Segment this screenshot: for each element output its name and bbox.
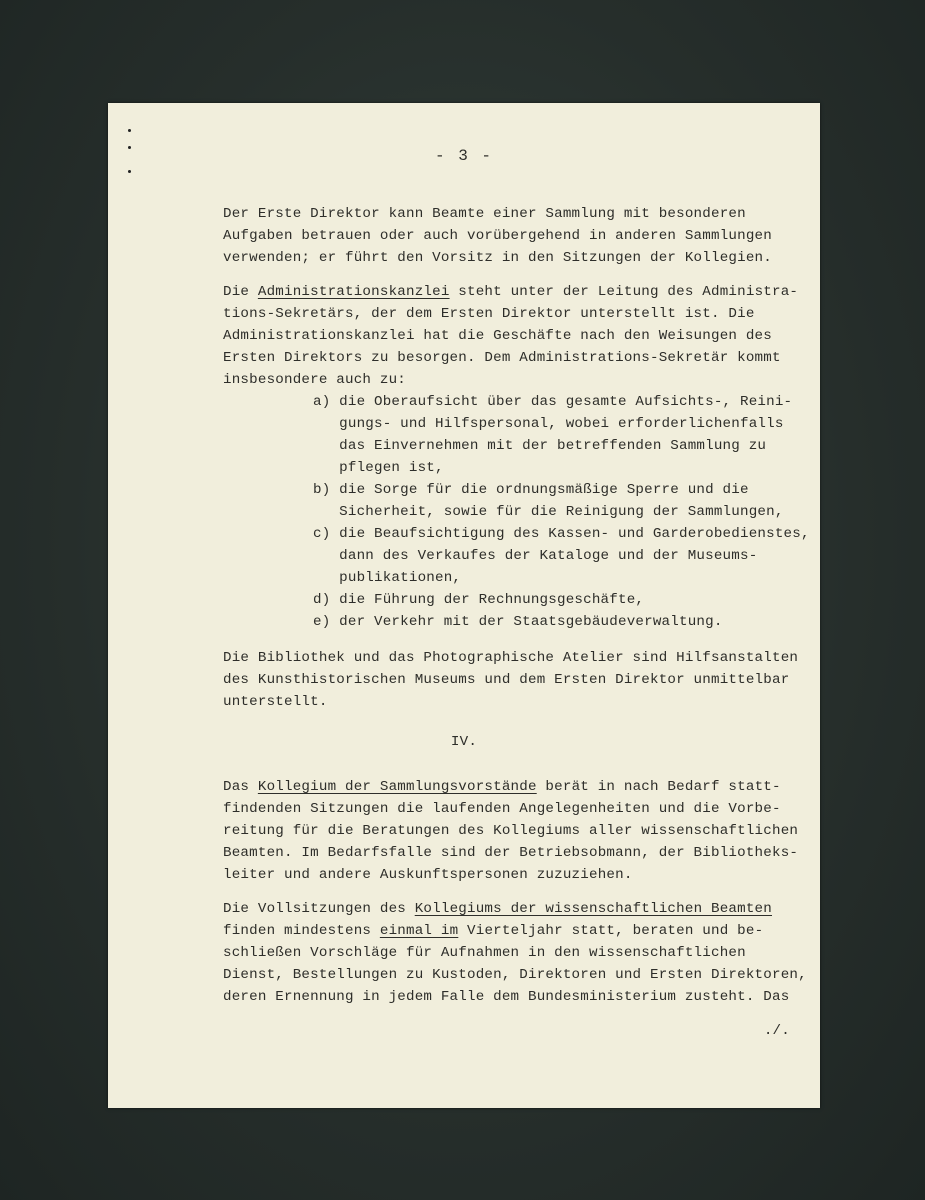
text-line: Die Bibliothek und das Photographische Atelier sind Hilfsanstalten: [223, 650, 799, 666]
underlined-term: Administrationskanzlei: [257, 284, 450, 300]
list-item: das Einvernehmen mit der betreffenden Sammlung zu: [313, 438, 767, 454]
text-line: schließen Vorschläge für Aufnahmen in den wissenschaftlichen: [223, 945, 746, 961]
list-item: d) die Führung der Rechnungsgeschäfte,: [313, 592, 645, 608]
underlined-term: einmal im: [379, 923, 459, 939]
text-line: deren Ernennung in jedem Falle dem Bundesministerium zusteht. Das: [223, 989, 790, 1005]
list-item: pflegen ist,: [313, 460, 444, 476]
list-item: e) der Verkehr mit der Staatsgebäudeverwaltung.: [313, 614, 723, 630]
text-line: Die Administrationskanzlei steht unter der Leitung des Administra-: [223, 284, 799, 300]
list-item: gungs- und Hilfspersonal, wobei erforderlichenfalls: [313, 416, 784, 432]
list-item: dann des Verkaufes der Kataloge und der Museums-: [313, 548, 758, 564]
text-line: Die Vollsitzungen des Kollegiums der wissenschaftlichen Beamten: [223, 901, 772, 917]
text-line: Dienst, Bestellungen zu Kustoden, Direktoren und Ersten Direktoren,: [223, 967, 807, 983]
text-line: findenden Sitzungen die laufenden Angelegenheiten und die Vorbe-: [223, 801, 781, 817]
text-line: insbesondere auch zu:: [223, 372, 406, 388]
punch-hole-mark: [128, 129, 131, 132]
text-line: Ersten Direktors zu besorgen. Dem Administrations-Sekretär kommt: [223, 350, 781, 366]
list-item: c) die Beaufsichtigung des Kassen- und Garderobedienstes,: [313, 526, 810, 542]
document-page: [108, 103, 820, 1108]
continuation-mark: ./.: [763, 1023, 790, 1039]
list-item: Sicherheit, sowie für die Reinigung der Sammlungen,: [313, 504, 784, 520]
text-line: leiter und andere Auskunftspersonen zuzuziehen.: [223, 867, 633, 883]
underlined-term: Kollegium der Sammlungsvorstände: [257, 779, 537, 795]
section-heading: IV.: [450, 734, 478, 750]
list-item: publikationen,: [313, 570, 462, 586]
text-line: Administrationskanzlei hat die Geschäfte nach den Weisungen des: [223, 328, 772, 344]
text-line: unterstellt.: [223, 694, 328, 710]
text-line: des Kunsthistorischen Museums und dem Ersten Direktor unmittelbar: [223, 672, 790, 688]
text-line: Der Erste Direktor kann Beamte einer Sammlung mit besonderen: [223, 206, 746, 222]
punch-hole-mark: [128, 170, 131, 173]
text-line: Das Kollegium der Sammlungsvorstände berät in nach Bedarf statt-: [223, 779, 781, 795]
text-line: Beamten. Im Bedarfsfalle sind der Betriebsobmann, der Bibliotheks-: [223, 845, 799, 861]
text-line: tions-Sekretärs, der dem Ersten Direktor unterstellt ist. Die: [223, 306, 755, 322]
text-line: finden mindestens einmal im Vierteljahr statt, beraten und be-: [223, 923, 764, 939]
text-line: reitung für die Beratungen des Kollegiums aller wissenschaftlichen: [223, 823, 799, 839]
underlined-term: Kollegiums der wissenschaftlichen Beamten: [414, 901, 772, 917]
text-line: Aufgaben betrauen oder auch vorübergehend in anderen Sammlungen: [223, 228, 772, 244]
page-number: - 3 -: [434, 147, 493, 165]
list-item: a) die Oberaufsicht über das gesamte Aufsichts-, Reini-: [313, 394, 793, 410]
list-item: b) die Sorge für die ordnungsmäßige Sperre und die: [313, 482, 749, 498]
text-line: verwenden; er führt den Vorsitz in den Sitzungen der Kollegien.: [223, 250, 772, 266]
